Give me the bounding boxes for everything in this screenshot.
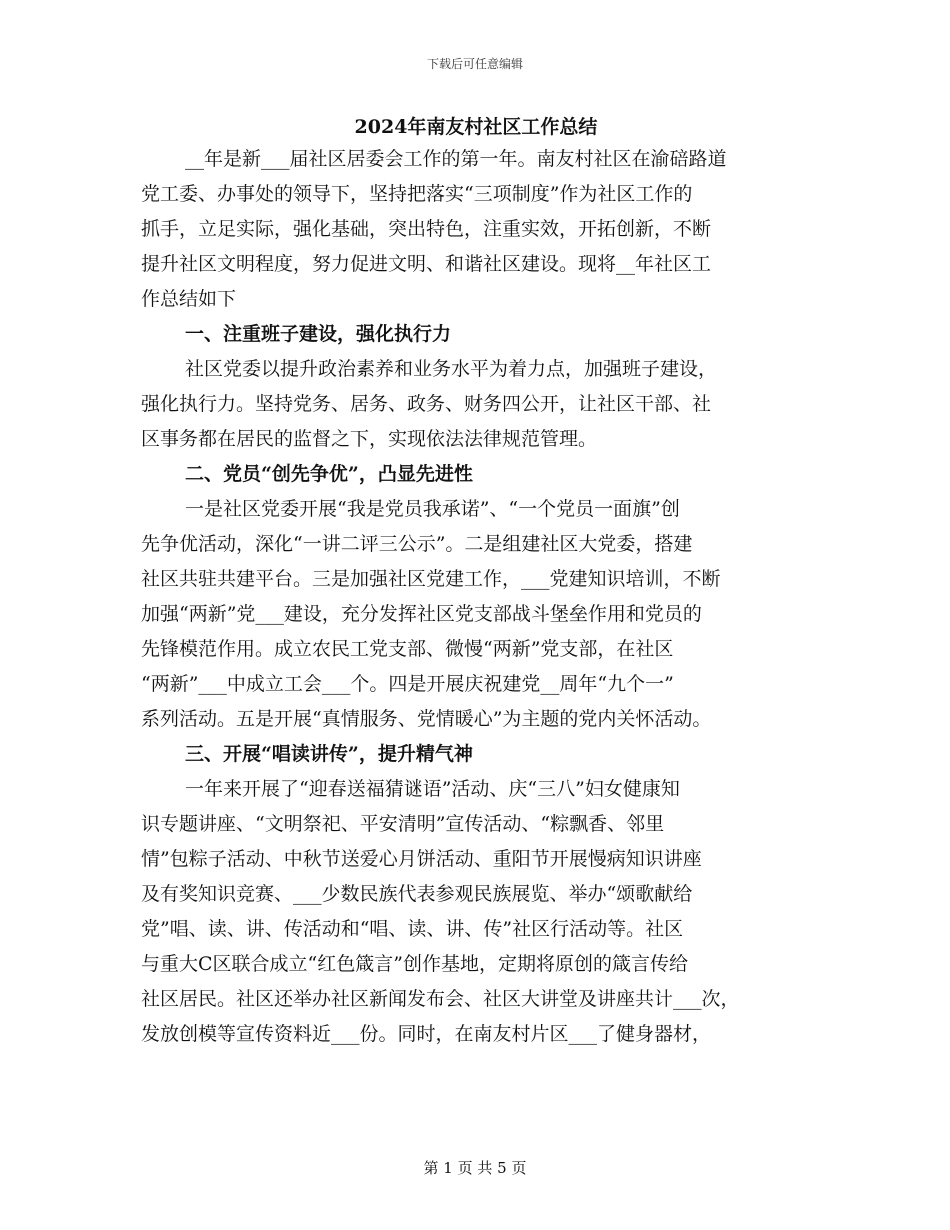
- text-line: 抓手，立足实际，强化基础，突出特色，注重实效，开拓创新，不断: [141, 218, 712, 240]
- section-3-paragraph: [141, 772, 811, 1052]
- page-number: 第 1 页 共 5 页: [423, 1159, 527, 1177]
- text-line: 系列活动。五是开展“真情服务、党情暖心”为主题的党内关怀活动。: [141, 708, 712, 730]
- text-line: 社区共驻共建平台。三是加强社区党建工作，___党建知识培训，不断: [141, 568, 721, 590]
- text-line: 党”唱、读、讲、传活动和“唱、读、讲、传”社区行活动等。社区: [141, 918, 684, 940]
- header-note: 下载后可任意编辑: [426, 57, 523, 71]
- text-line: 社区居民。社区还举办社区新闻发布会、社区大讲堂及讲座共计___次，: [141, 988, 740, 1010]
- section-heading-3: 三、开展“唱读讲传”，提升精气神: [185, 743, 473, 765]
- text-line: __年是新___届社区居委会工作的第一年。南友村社区在渝碚路道: [185, 148, 727, 170]
- text-line: 一年来开展了“迎春送福猜谜语”活动、庆“三八”妇女健康知: [185, 778, 680, 800]
- text-line: “两新”___中成立工会___个。四是开展庆祝建党__周年“九个一”: [141, 673, 674, 695]
- text-line: 作总结如下: [141, 288, 237, 310]
- section-heading-2: 二、党员“创先争优”，凸显先进性: [185, 463, 473, 485]
- text-line: 识专题讲座、“文明祭祀、平安清明”宣传活动、“粽飘香、邻里: [141, 813, 665, 835]
- text-line: 加强“两新”党___建设，充分发挥社区党支部战斗堡垒作用和党员的: [141, 603, 702, 625]
- text-line: 及有奖知识竞赛、___少数民族代表参观民族展览、举办“颂歌献给: [141, 883, 693, 905]
- text-line: 先争优活动，深化“一讲二评三公示”。二是组建社区大党委，搭建: [141, 533, 693, 555]
- text-line: 区事务都在居民的监督之下，实现依法法律规范管理。: [141, 428, 598, 450]
- text-line: 提升社区文明程度，努力促进文明、和谐社区建设。现将__年社区工: [141, 253, 712, 275]
- text-line: 发放创模等宣传资料近___份。同时，在南友村片区___了健身器材，: [141, 1023, 712, 1045]
- text-line: 一是社区党委开展“我是党员我承诺”、“一个党员一面旗”创: [185, 498, 680, 520]
- text-line: 社区党委以提升政治素养和业务水平为着力点，加强班子建设，: [185, 358, 718, 380]
- intro-paragraph: [141, 142, 811, 317]
- text-line: 强化执行力。坚持党务、居务、政务、财务四公开，让社区干部、社: [141, 393, 712, 415]
- section-1-paragraph: [141, 352, 811, 457]
- section-heading-1: 一、注重班子建设，强化执行力: [185, 323, 452, 345]
- document-body: [141, 112, 811, 1052]
- section-2-paragraph: [141, 492, 811, 737]
- document-title: 2024年南友村社区工作总结: [354, 116, 598, 138]
- text-line: 情”包粽子活动、中秋节送爱心月饼活动、重阳节开展慢病知识讲座: [141, 848, 702, 870]
- text-line: 与重大C区联合成立“红色箴言”创作基地，定期将原创的箴言传给: [141, 953, 688, 975]
- text-line: 党工委、办事处的领导下，坚持把落实“三项制度”作为社区工作的: [141, 183, 693, 205]
- text-line: 先锋模范作用。成立农民工党支部、微慢“两新”党支部，在社区: [141, 638, 674, 660]
